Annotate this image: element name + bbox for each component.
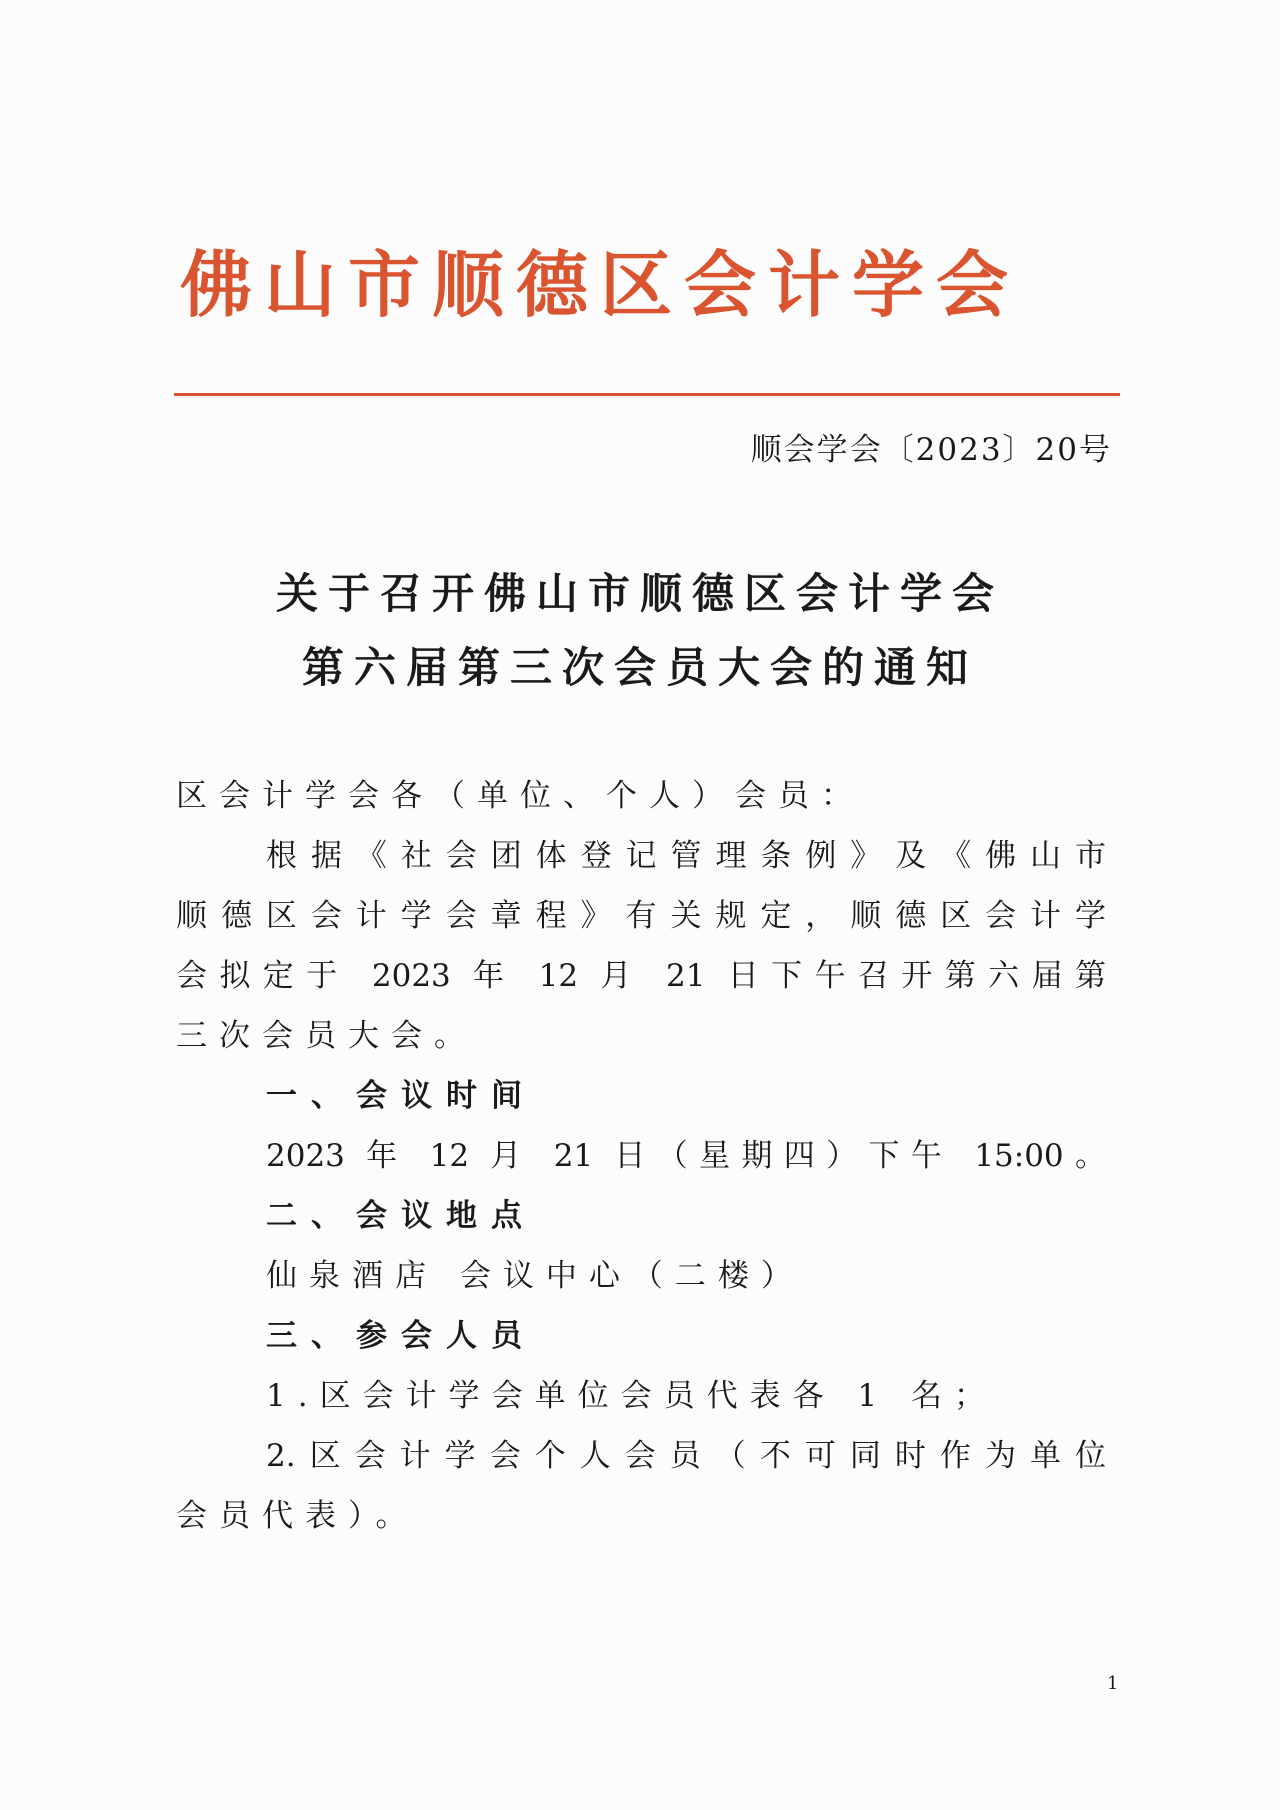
letterhead-red-rule xyxy=(174,393,1120,396)
page-number: 1 xyxy=(1107,1673,1119,1694)
notice-title-line-1: 关于召开佛山市顺德区会计学会 xyxy=(275,569,1004,618)
meeting-location: 仙泉酒店 会议中心（二楼） xyxy=(266,1258,804,1294)
intro-paragraph-line-3: 会拟定于 2023 年 12 月 21 日下午召开第六届第 xyxy=(176,958,1106,994)
intro-paragraph-line-1: 根据《社会团体登记管理条例》及《佛山市 xyxy=(266,838,1106,874)
organization-letterhead: 佛山市顺德区会计学会 xyxy=(179,243,1020,327)
attendee-item-2-line-2: 会员代表）。 xyxy=(176,1498,419,1534)
attendee-item-2-line-1: 2.区会计学会个人会员（不可同时作为单位 xyxy=(266,1438,1106,1474)
notice-title-line-2: 第六届第三次会员大会的通知 xyxy=(301,643,978,692)
attendee-item-1: 1.区会计学会单位会员代表各 1 名； xyxy=(266,1378,998,1414)
section-1-heading: 一、会议时间 xyxy=(266,1078,536,1114)
salutation: 区会计学会各（单位、个人）会员： xyxy=(176,778,864,814)
document-number: 顺会学会〔2023〕20号 xyxy=(750,432,1112,468)
meeting-time: 2023 年 12 月 21 日（星期四）下午 15:00。 xyxy=(266,1138,1106,1174)
section-3-heading: 三、参会人员 xyxy=(266,1318,536,1354)
intro-paragraph-line-2: 顺德区会计学会章程》有关规定，顺德区会计学 xyxy=(176,898,1106,934)
section-2-heading: 二、会议地点 xyxy=(266,1198,536,1234)
intro-paragraph-line-4: 三次会员大会。 xyxy=(176,1018,477,1054)
